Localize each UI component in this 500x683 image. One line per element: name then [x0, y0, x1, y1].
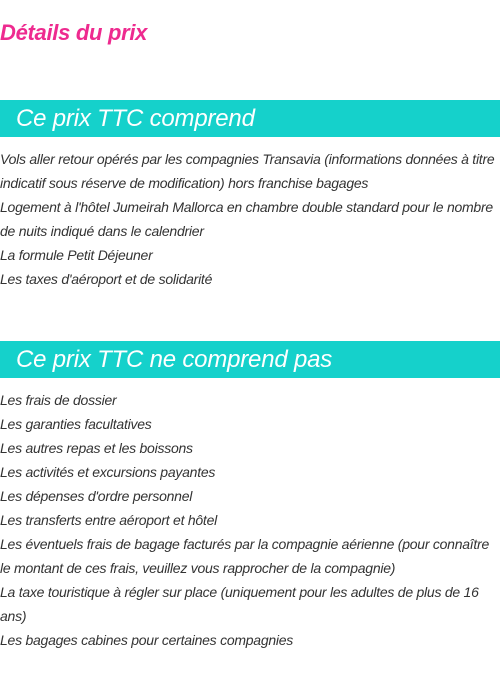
excluded-item: Les dépenses d'ordre personnel [0, 488, 193, 504]
excluded-item: Les frais de dossier [0, 392, 117, 408]
excluded-section-title: Ce prix TTC ne comprend pas [16, 346, 333, 373]
excluded-section-header [0, 341, 500, 378]
included-section-header [0, 100, 500, 137]
included-item: Logement à l'hôtel Jumeirah Mallorca en chambre double standard pour le nombre de nuits indiqué dans le calendrier [0, 199, 493, 239]
included-item: Les taxes d'aéroport et de solidarité [0, 271, 213, 287]
excluded-items-list [0, 388, 500, 652]
included-section-title: Ce prix TTC comprend [16, 105, 255, 132]
excluded-item: Les transferts entre aéroport et hôtel [0, 512, 217, 528]
excluded-item: Les activités et excursions payantes [0, 464, 216, 480]
excluded-item: La taxe touristique à régler sur place (uniquement pour les adultes de plus de 16 ans) [0, 584, 479, 624]
excluded-item: Les garanties facultatives [0, 416, 152, 432]
page-title: Détails du prix [0, 20, 148, 45]
included-item: La formule Petit Déjeuner [0, 247, 153, 263]
excluded-item: Les autres repas et les boissons [0, 440, 193, 456]
excluded-item: Les éventuels frais de bagage facturés par la compagnie aérienne (pour connaître le montant de ces frais, veuillez vous rapprocher de la compagnie) [0, 536, 489, 576]
included-item: Vols aller retour opérés par les compagnies Transavia (informations données à titre indicatif sous réserve de modification) hors franchise bagages [0, 151, 495, 191]
included-items-list [0, 147, 500, 291]
excluded-item: Les bagages cabines pour certaines compagnies [0, 632, 294, 648]
